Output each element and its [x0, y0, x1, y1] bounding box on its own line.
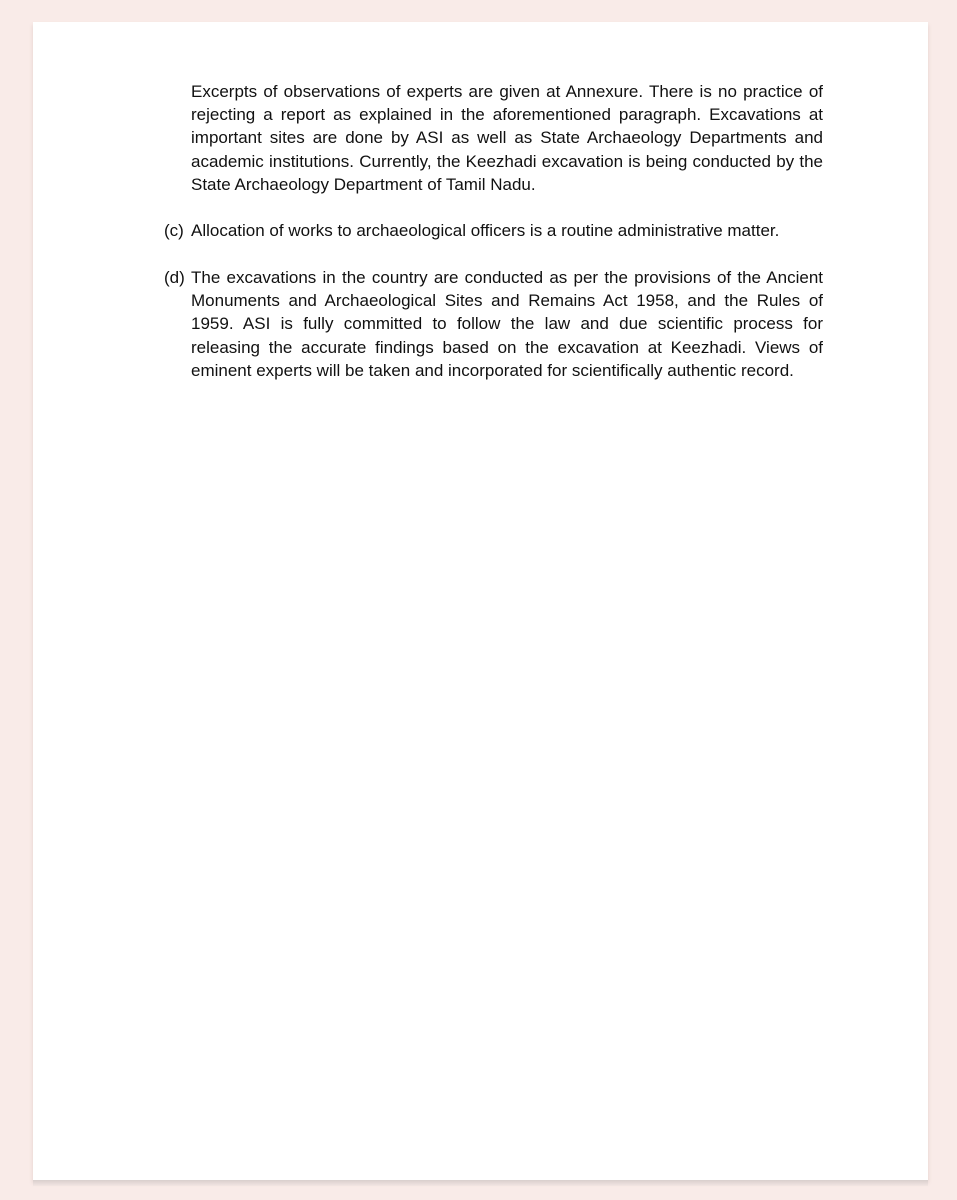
list-item-c: [164, 219, 823, 242]
page-shadow: [33, 1180, 928, 1186]
list-item-c-text: Allocation of works to archaeological officers is a routine administrative matter.: [191, 221, 780, 240]
list-item-d-text: The excavations in the country are conducted as per the provisions of the Ancient Monuments and Archaeological Sites and Remains Act 1958, and the Rules of 1959. ASI is fully committed to follow the law and due scientific process for releasing the accurate findings based on the excavation at Keezhadi. Views of eminent experts will be taken and incorporated for scientifically authentic record.: [191, 268, 823, 380]
list-marker-c: (c): [164, 221, 184, 240]
document-page: [33, 22, 928, 1180]
list-marker-d: (d): [164, 268, 185, 287]
paragraph-continuation: Excerpts of observations of experts are given at Annexure. There is no practice of rejecting a report as explained in the aforementioned paragraph. Excavations at important sites are done by ASI as well as State Archaeology Departments and academic institutions. Currently, the Keezhadi excavation is being conducted by the State Archaeology Department of Tamil Nadu.: [191, 82, 823, 194]
list-item-d: [164, 266, 823, 382]
